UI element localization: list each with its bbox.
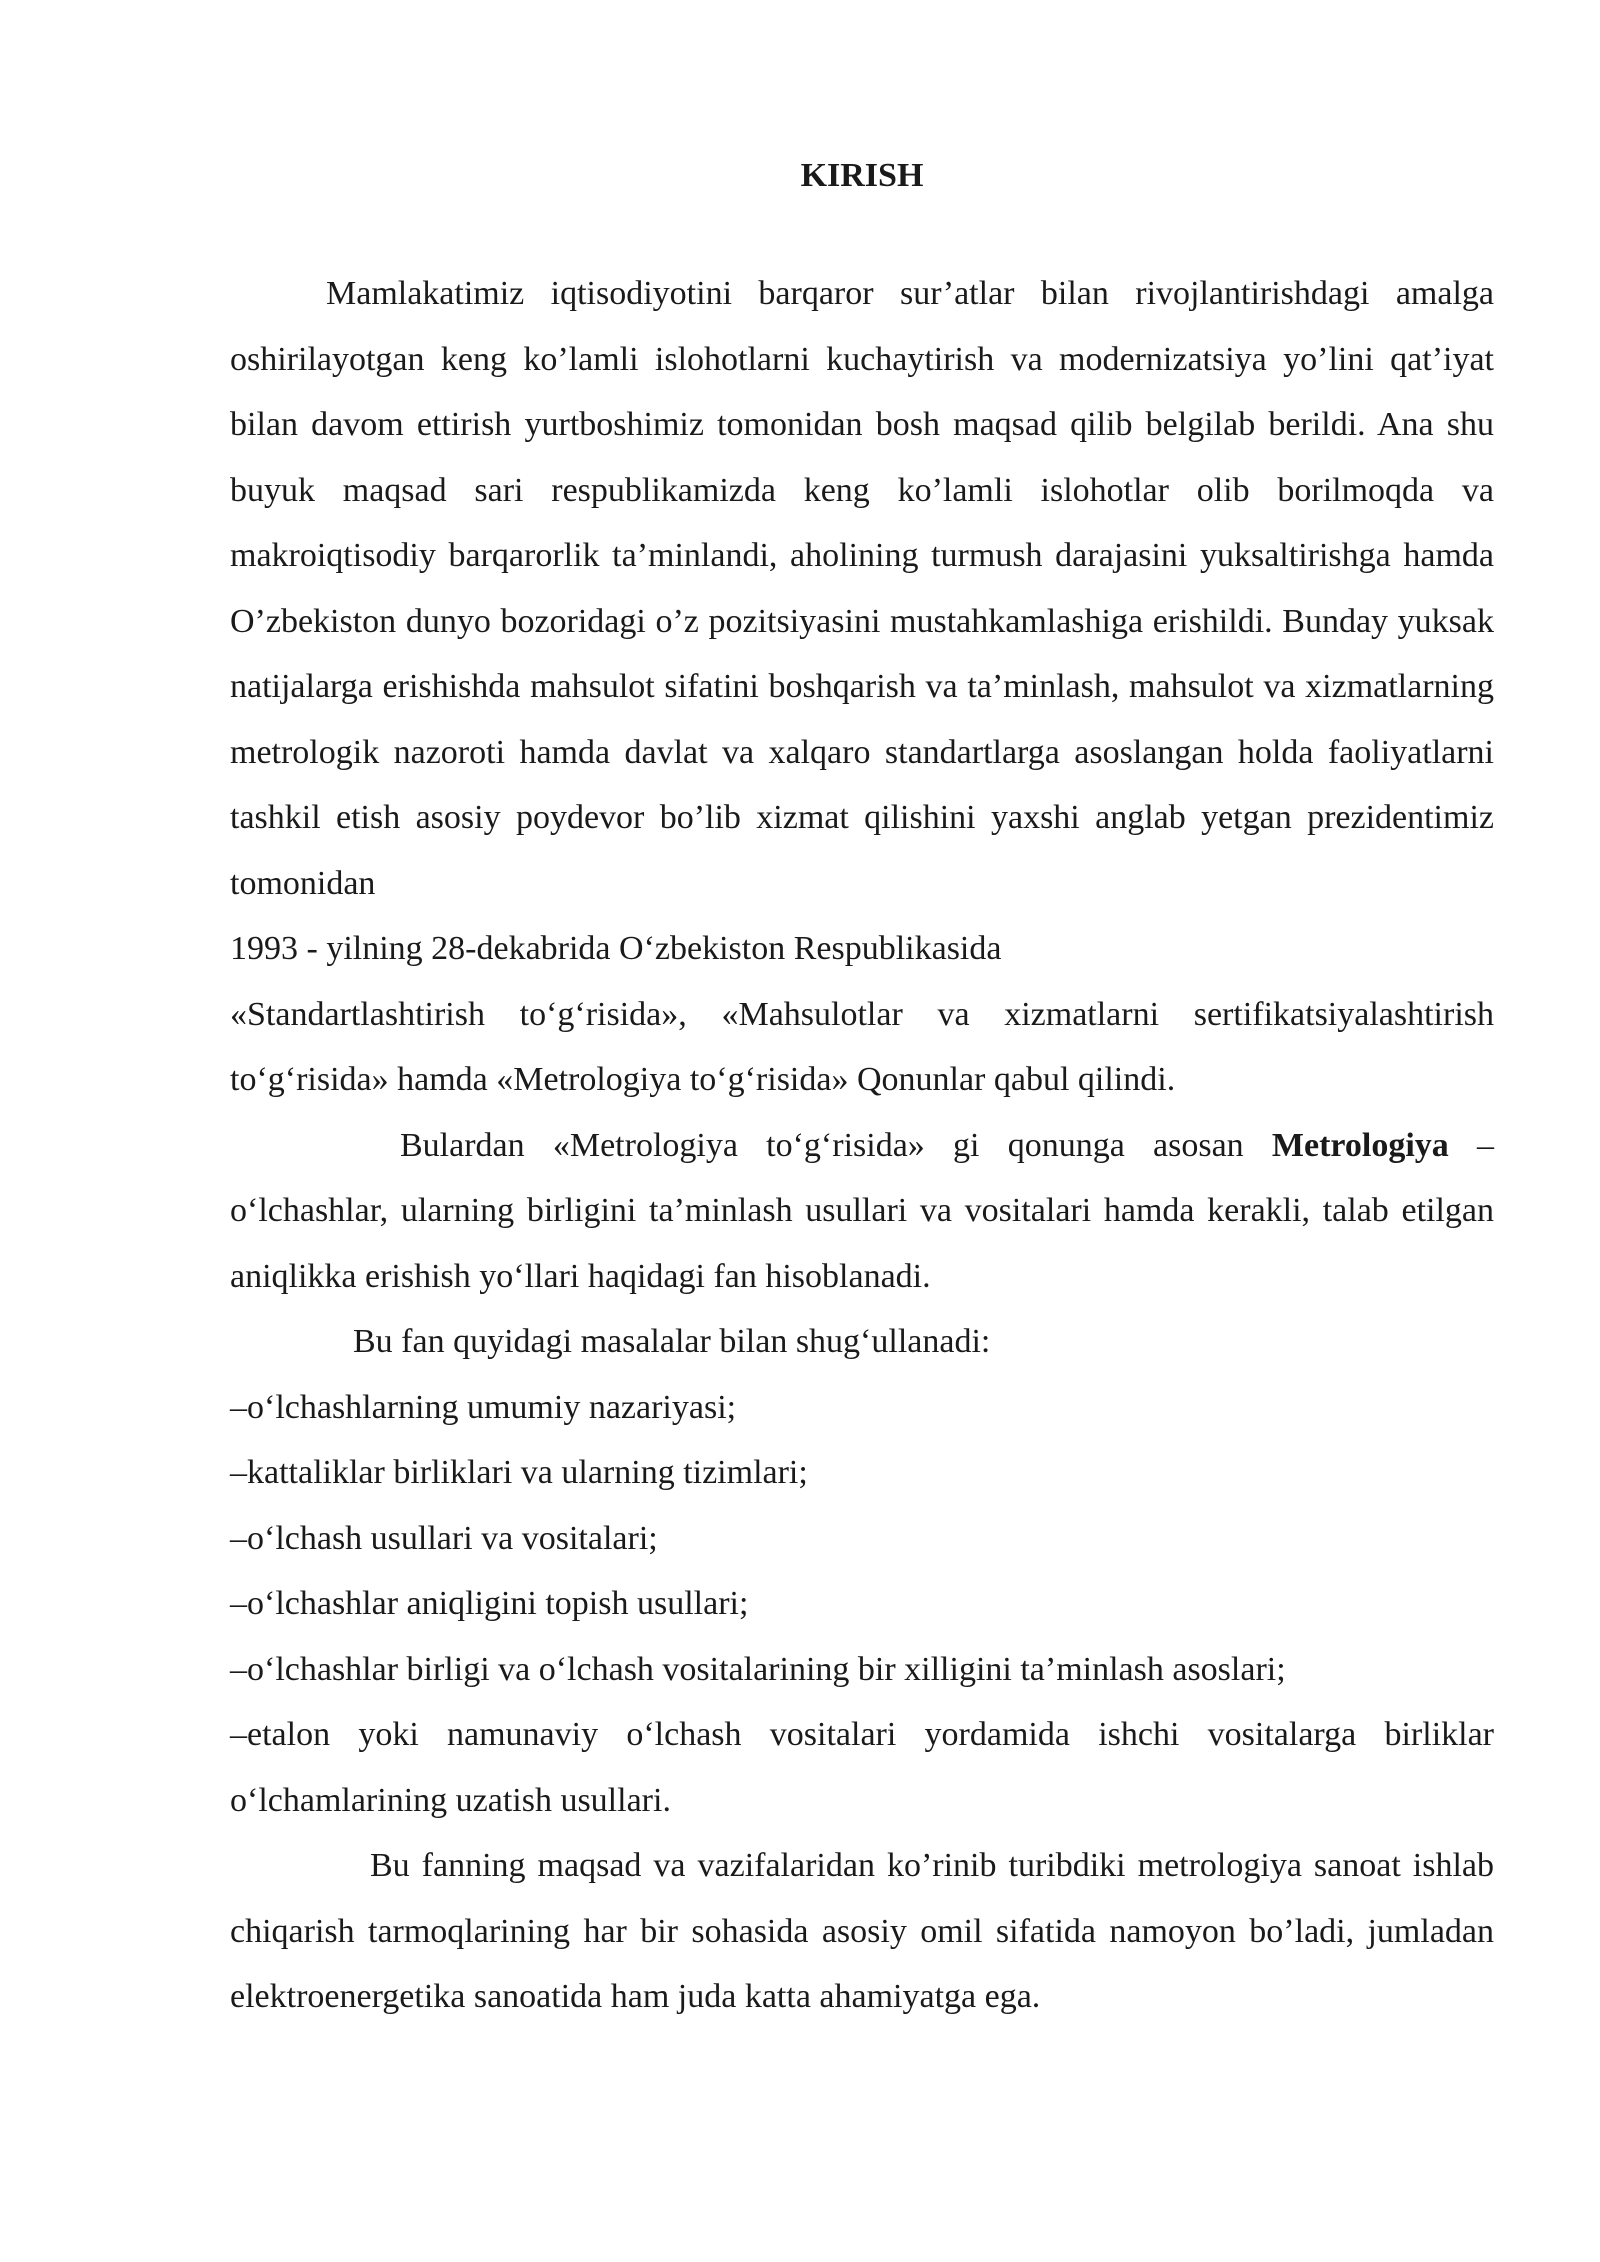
laws-text: «Standartlashtirish to‘g‘risida», «Mahsulotlar va xizmatlarni sertifikatsiyalashtirish to‘g‘risida» hamda «Metrologiya to‘g‘risida» Qonunlar qabul qilindi. xyxy=(230,995,1494,1098)
intro-paragraph xyxy=(230,261,1494,916)
conclusion-paragraph: Bu fanning maqsad va vazifalaridan ko’rinib turibdiki metrologiya sanoat ishlab chiqarish tarmoqlarining har bir sohasida asosiy omil sifatida namoyon bo’ladi, jumladan elektroenergetika sanoatida ham juda katta ahamiyatga ega. xyxy=(230,1847,1494,2015)
document-body xyxy=(230,148,1494,2030)
list-item: –o‘lchash usullari va vositalari; xyxy=(230,1519,658,1557)
list-item: –o‘lchashlar aniqligini topish usullari; xyxy=(230,1585,749,1622)
list-item: –etalon yoki namunaviy o‘lchash vositalari yordamida ishchi vositalarga birliklar o‘lchamlarining uzatish usullari. xyxy=(230,1716,1494,1819)
definition-lead: Bulardan «Metrologiya to‘g‘risida» gi qonunga asosan xyxy=(400,1126,1272,1164)
list-item: –o‘lchashlar birligi va o‘lchash vositalarining bir xilligini ta’minlash asoslari; xyxy=(230,1650,1286,1688)
intro-text: Mamlakatimiz iqtisodiyotini barqaror sur’atlar bilan rivojlantirishdagi amalga oshirilayotgan keng ko’lamli islohotlarni kuchaytirish va modernizatsiya yo’lini qat’iyat bilan davom ettirish yurtboshimiz tomonidan bosh maqsad qilib belgilab berildi. Ana shu buyuk maqsad sari respublikamizda keng ko’lamli islohotlar olib borilmoqda va makroiqtisodiy barqarorlik ta’minlandi, aholining turmush darajasini yuksaltirishga hamda O’zbekiston dunyo bozoridagi o’z pozitsiyasini mustahkamlashiga erishildi. Bunday yuksak natijalarga erishishda mahsulot sifatini boshqarish va ta’minlash, mahsulot va xizmatlarning metrologik nazoroti hamda davlat va xalqaro standartlarga asoslangan holda faoliyatlarni tashkil etish asosiy poydevor bo’lib xizmat qilishini yaxshi anglab yetgan prezidentimiz tomonidan xyxy=(230,275,1494,902)
list-item: –kattaliklar birliklari va ularning tizimlari; xyxy=(230,1454,808,1491)
metrology-term: Metrologiya xyxy=(1271,1126,1449,1164)
definition-paragraph xyxy=(230,1113,1494,1310)
definition-rest: – o‘lchashlar, ularning birligini ta’minlash usullari va vositalari hamda kerakli, talab etilgan aniqlikka erishish yo‘llari haqidagi fan hisoblanadi. xyxy=(230,1126,1495,1295)
page-title: KIRISH xyxy=(800,157,924,194)
list-item: –o‘lchashlarning umumiy nazariyasi; xyxy=(230,1388,737,1426)
laws-paragraph xyxy=(230,982,1494,1113)
tasks-intro: Bu fan quyidagi masalalar bilan shug‘ullanadi: xyxy=(353,1323,991,1360)
law-date-line xyxy=(230,916,1494,982)
law-date-text: 1993 - yilning 28-dekabrida O‘zbekiston Respublikasida xyxy=(230,930,1002,967)
